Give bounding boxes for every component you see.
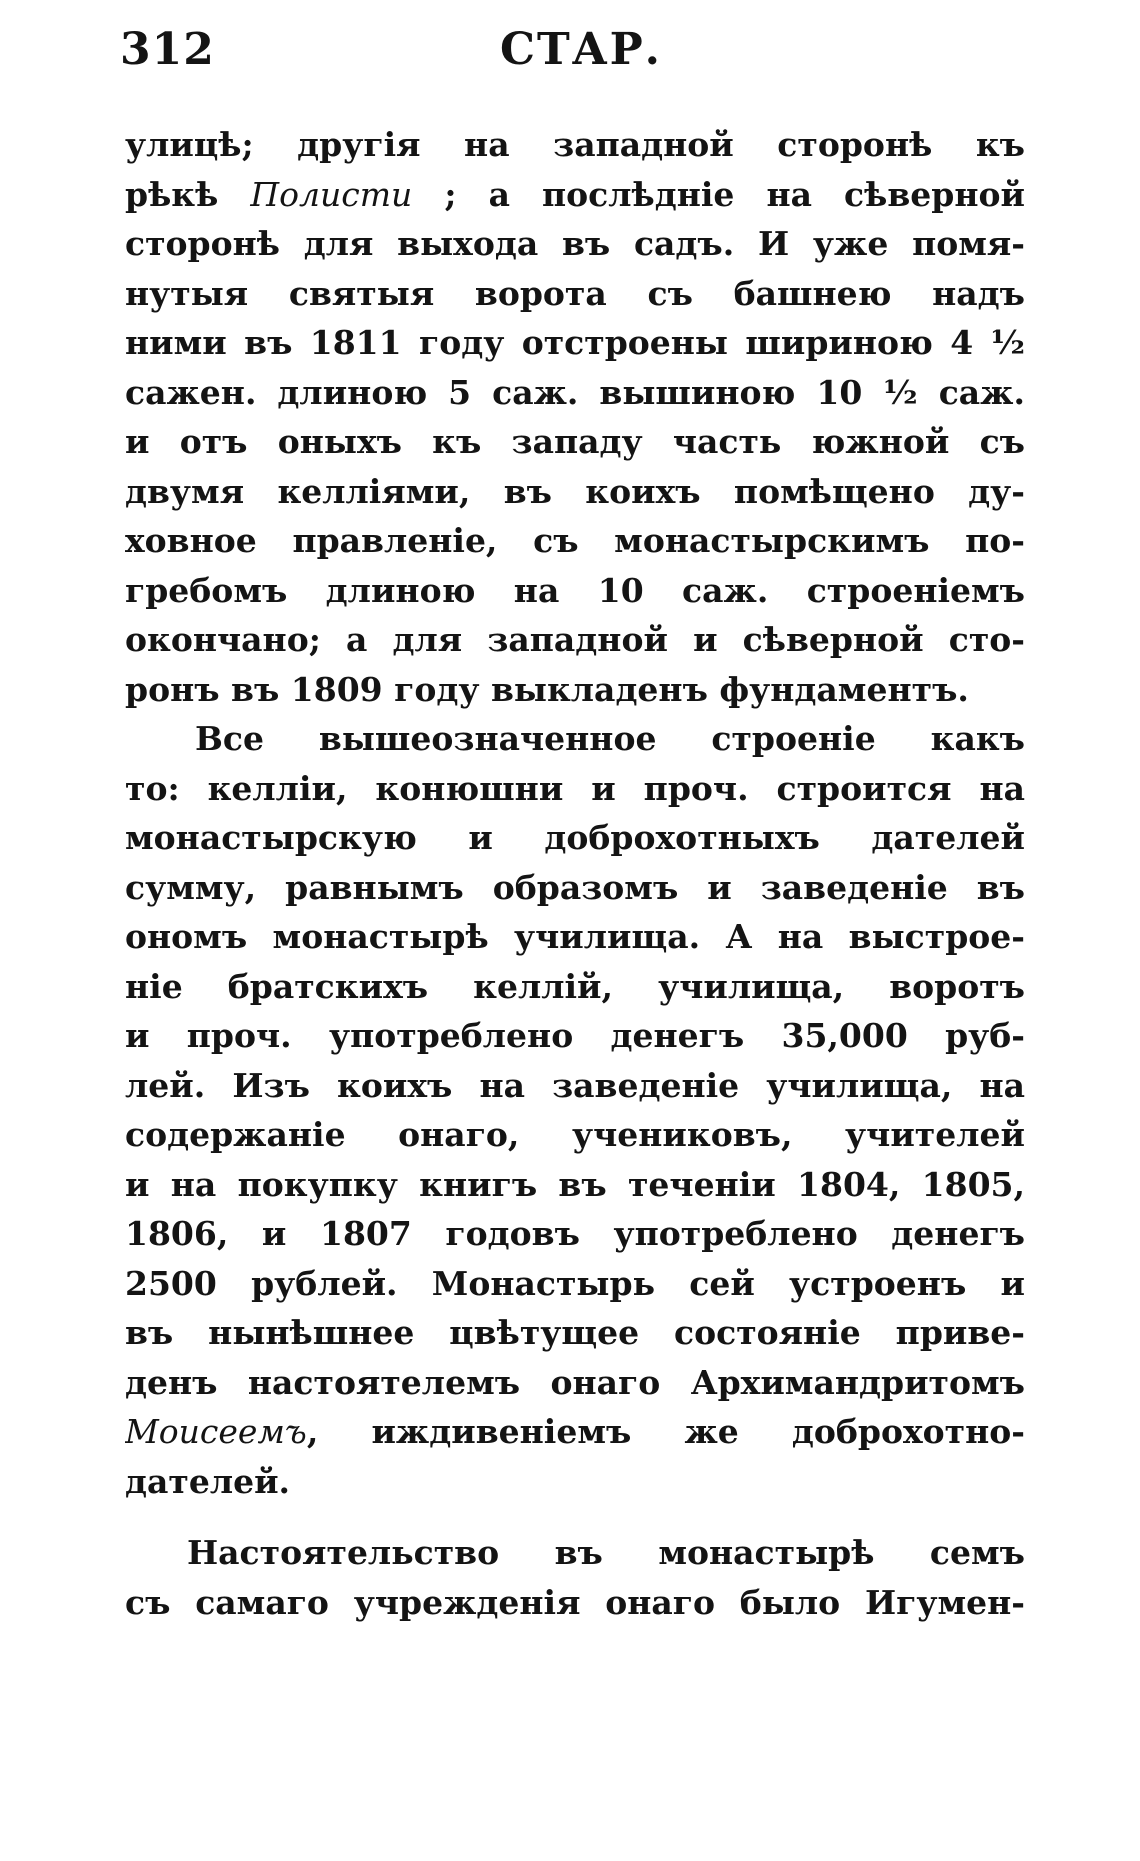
page-number: 312 xyxy=(120,24,215,75)
text-line xyxy=(125,269,1025,319)
text-line xyxy=(125,516,1025,566)
line-text: 2500 рублей. Монастырь сей устроенъ и xyxy=(125,1263,1025,1303)
line-text: Настоятельство въ монастырѣ семъ xyxy=(187,1533,1025,1572)
line-text: Все вышеозначенное строеніе какъ xyxy=(195,719,1025,758)
line-text: сумму, равнымъ образомъ и заведеніе въ xyxy=(125,867,1025,907)
line-text: сторонѣ для выхода въ садъ. И уже помя- xyxy=(125,224,1025,263)
paragraph xyxy=(125,1528,1025,1627)
text-line xyxy=(125,170,1025,220)
line-text: въ нынѣшнее цвѣтущее состояніе приве- xyxy=(125,1313,1025,1352)
line-text: ховное правленіе, съ монастырскимъ по- xyxy=(125,521,1025,560)
paragraph xyxy=(125,714,1025,1506)
text-line xyxy=(125,1528,1025,1578)
body-text xyxy=(125,120,1025,1627)
text-line xyxy=(125,1110,1025,1160)
line-text: и на покупку книгъ въ теченіи 1804, 1805, xyxy=(125,1164,1025,1204)
line-text: ономъ монастырѣ училища. А на выстрое- xyxy=(125,917,1025,956)
text-line xyxy=(125,1457,1025,1507)
page-header xyxy=(120,18,1020,88)
italic-name: Моисеемъ xyxy=(125,1412,307,1451)
text-line xyxy=(125,1308,1025,1358)
paragraph xyxy=(125,120,1025,714)
running-head: СТАР. xyxy=(500,24,663,75)
text-line xyxy=(125,1209,1025,1259)
line-text: рѣкѣ xyxy=(125,174,251,214)
text-line xyxy=(125,1061,1025,1111)
text-line xyxy=(125,615,1025,665)
text-line xyxy=(125,1160,1025,1210)
line-text: сажен. длиною 5 саж. вышиною 10 ½ саж. xyxy=(125,372,1025,412)
line-text: 1806, и 1807 годовъ употреблено денегъ xyxy=(125,1214,1025,1253)
text-line xyxy=(125,1407,1025,1457)
text-line xyxy=(125,1358,1025,1408)
line-text: ронъ въ 1809 году выкладенъ фундаментъ. xyxy=(125,669,969,709)
line-text: монастырскую и доброхотныхъ дателей xyxy=(125,818,1025,857)
line-text: ніе братскихъ келлій, училища, воротъ xyxy=(125,966,1025,1006)
text-line xyxy=(125,219,1025,269)
text-line xyxy=(125,1259,1025,1309)
line-text: ними въ 1811 году отстроены шириною 4 ½ xyxy=(125,323,1025,362)
text-line xyxy=(125,764,1025,814)
line-text: дателей. xyxy=(125,1461,291,1501)
line-text: и проч. употреблено денегъ 35,000 руб- xyxy=(125,1016,1025,1055)
italic-name: Полисти xyxy=(250,174,413,214)
line-text: улицѣ; другія на западной сторонѣ къ xyxy=(125,125,1025,164)
text-line xyxy=(125,912,1025,962)
line-text: денъ настоятелемъ онаго Архимандритомъ xyxy=(125,1362,1025,1402)
line-text: и отъ оныхъ къ западу часть южной съ xyxy=(125,422,1025,461)
line-text: гребомъ длиною на 10 саж. строеніемъ xyxy=(125,570,1025,610)
line-text: содержаніе онаго, учениковъ, учителей xyxy=(125,1115,1025,1154)
text-line xyxy=(125,417,1025,467)
text-line xyxy=(125,962,1025,1012)
text-line xyxy=(125,1011,1025,1061)
text-line xyxy=(125,120,1025,170)
text-line xyxy=(125,318,1025,368)
line-text: то: келліи, конюшни и проч. строится на xyxy=(125,768,1025,808)
text-line xyxy=(125,665,1025,715)
line-text: лей. Изъ коихъ на заведеніе училища, на xyxy=(125,1065,1025,1105)
text-line xyxy=(125,863,1025,913)
text-line xyxy=(125,813,1025,863)
line-text: , иждивеніемъ же доброхотно- xyxy=(306,1412,1025,1451)
line-text: ; а послѣдніе на сѣверной xyxy=(412,174,1025,214)
line-text: двумя келліями, въ коихъ помѣщено ду- xyxy=(125,471,1025,511)
line-text: нутыя святыя ворота съ башнею надъ xyxy=(125,273,1025,313)
text-line xyxy=(125,714,1025,764)
text-line xyxy=(125,467,1025,517)
line-text: окончано; а для западной и сѣверной сто- xyxy=(125,620,1025,659)
line-text: съ самаго учрежденія онаго было Игумен- xyxy=(125,1582,1025,1622)
text-line xyxy=(125,1578,1025,1628)
text-line xyxy=(125,368,1025,418)
text-line xyxy=(125,566,1025,616)
